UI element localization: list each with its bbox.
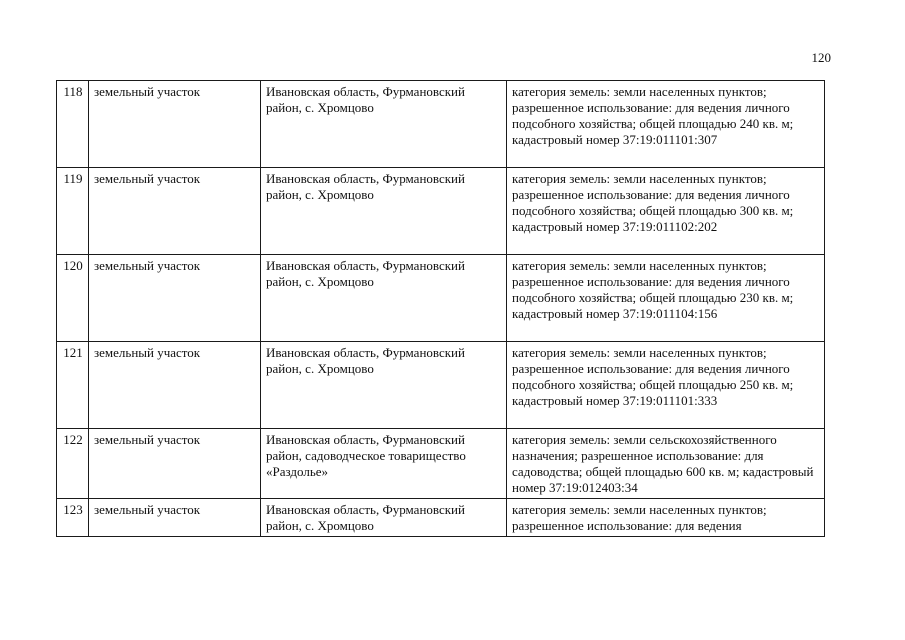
row-number: 121 bbox=[57, 342, 89, 429]
object-type: земельный участок bbox=[89, 168, 261, 255]
row-number: 123 bbox=[57, 499, 89, 537]
object-description: категория земель: земли сельскохозяйственного назначения; разрешенное использование: для садоводства; общей площадью 600 кв. м; кадастровый номер 37:19:012403:34 bbox=[507, 429, 825, 499]
row-number: 120 bbox=[57, 255, 89, 342]
object-location: Ивановская область, Фурмановский район, с. Хромцово bbox=[261, 255, 507, 342]
page-number: 120 bbox=[811, 50, 831, 65]
object-type: земельный участок bbox=[89, 342, 261, 429]
object-type: земельный участок bbox=[89, 255, 261, 342]
table-row bbox=[57, 429, 825, 499]
row-number: 118 bbox=[57, 81, 89, 168]
object-description: категория земель: земли населенных пунктов; разрешенное использование: для ведения личного подсобного хозяйства; общей площадью 300 кв. м; кадастровый номер 37:19:011102:202 bbox=[507, 168, 825, 255]
table-row bbox=[57, 168, 825, 255]
object-location: Ивановская область, Фурмановский район, с. Хромцово bbox=[261, 342, 507, 429]
object-description: категория земель: земли населенных пунктов; разрешенное использование: для ведения личного подсобного хозяйства; общей площадью 230 кв. м; кадастровый номер 37:19:011104:156 bbox=[507, 255, 825, 342]
object-type: земельный участок bbox=[89, 499, 261, 537]
row-number: 119 bbox=[57, 168, 89, 255]
table-row bbox=[57, 499, 825, 537]
property-table bbox=[56, 80, 825, 537]
table-row bbox=[57, 81, 825, 168]
row-number: 122 bbox=[57, 429, 89, 499]
object-location: Ивановская область, Фурмановский район, с. Хромцово bbox=[261, 81, 507, 168]
object-location: Ивановская область, Фурмановский район, садоводческое товарищество «Раздолье» bbox=[261, 429, 507, 499]
object-description: категория земель: земли населенных пунктов; разрешенное использование: для ведения bbox=[507, 499, 825, 537]
object-type: земельный участок bbox=[89, 429, 261, 499]
object-description: категория земель: земли населенных пунктов; разрешенное использование: для ведения личного подсобного хозяйства; общей площадью 250 кв. м; кадастровый номер 37:19:011101:333 bbox=[507, 342, 825, 429]
table-row bbox=[57, 255, 825, 342]
table-row bbox=[57, 342, 825, 429]
object-location: Ивановская область, Фурмановский район, с. Хромцово bbox=[261, 499, 507, 537]
object-type: земельный участок bbox=[89, 81, 261, 168]
object-description: категория земель: земли населенных пунктов; разрешенное использование: для ведения личного подсобного хозяйства; общей площадью 240 кв. м; кадастровый номер 37:19:011101:307 bbox=[507, 81, 825, 168]
object-location: Ивановская область, Фурмановский район, с. Хромцово bbox=[261, 168, 507, 255]
